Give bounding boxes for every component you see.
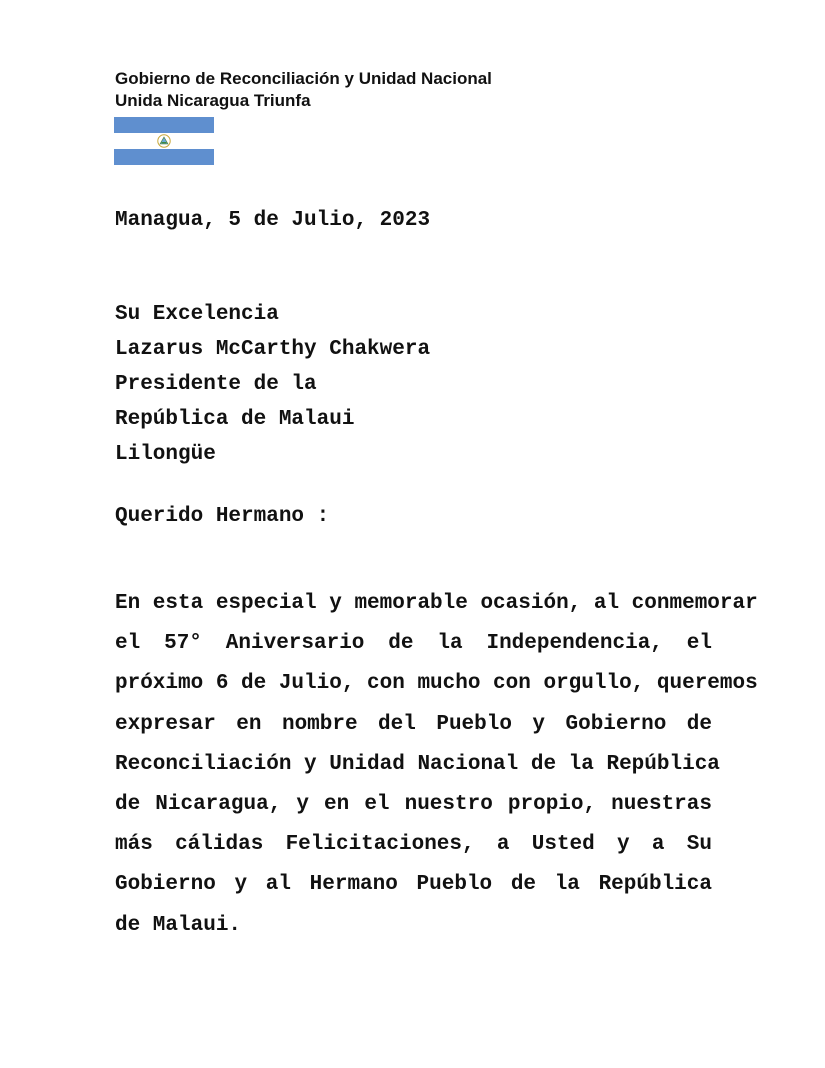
body-line: el 57° Aniversario de la Independencia, el (115, 632, 712, 656)
flag-bottom-stripe (114, 149, 214, 165)
salutation: Querido Hermano : (115, 505, 330, 528)
body-line: más cálidas Felicitaciones, a Usted y a Su (115, 833, 712, 857)
coat-of-arms-icon (157, 134, 171, 148)
letterhead (115, 68, 492, 112)
nicaragua-flag-icon (114, 117, 214, 165)
addressee-line: Lazarus McCarthy Chakwera (115, 338, 431, 361)
flag-top-stripe (114, 117, 214, 133)
addressee-line: Lilongüe (115, 443, 216, 466)
letterhead-government-name: Gobierno de Reconciliación y Unidad Nacional (115, 69, 492, 88)
letter-date: Managua, 5 de Julio, 2023 (115, 209, 431, 232)
flag-middle-stripe (114, 133, 214, 149)
addressee-line: República de Malaui (115, 408, 355, 431)
addressee-line: Su Excelencia (115, 303, 279, 326)
body-line: Gobierno y al Hermano Pueblo de la República (115, 873, 712, 897)
letter-body (115, 584, 758, 946)
body-line: Reconciliación y Unidad Nacional de la República (115, 752, 720, 776)
addressee-line: Presidente de la (115, 373, 317, 396)
body-line: de Malaui. (115, 913, 242, 937)
letterhead-slogan: Unida Nicaragua Triunfa (115, 91, 311, 110)
addressee-block (115, 297, 430, 472)
body-line: de Nicaragua, y en el nuestro propio, nuestras (115, 792, 712, 816)
body-line: próximo 6 de Julio, con mucho con orgullo, queremos (115, 672, 758, 696)
body-line: En esta especial y memorable ocasión, al conmemorar (115, 592, 758, 615)
body-line: expresar en nombre del Pueblo y Gobierno de (115, 712, 712, 736)
